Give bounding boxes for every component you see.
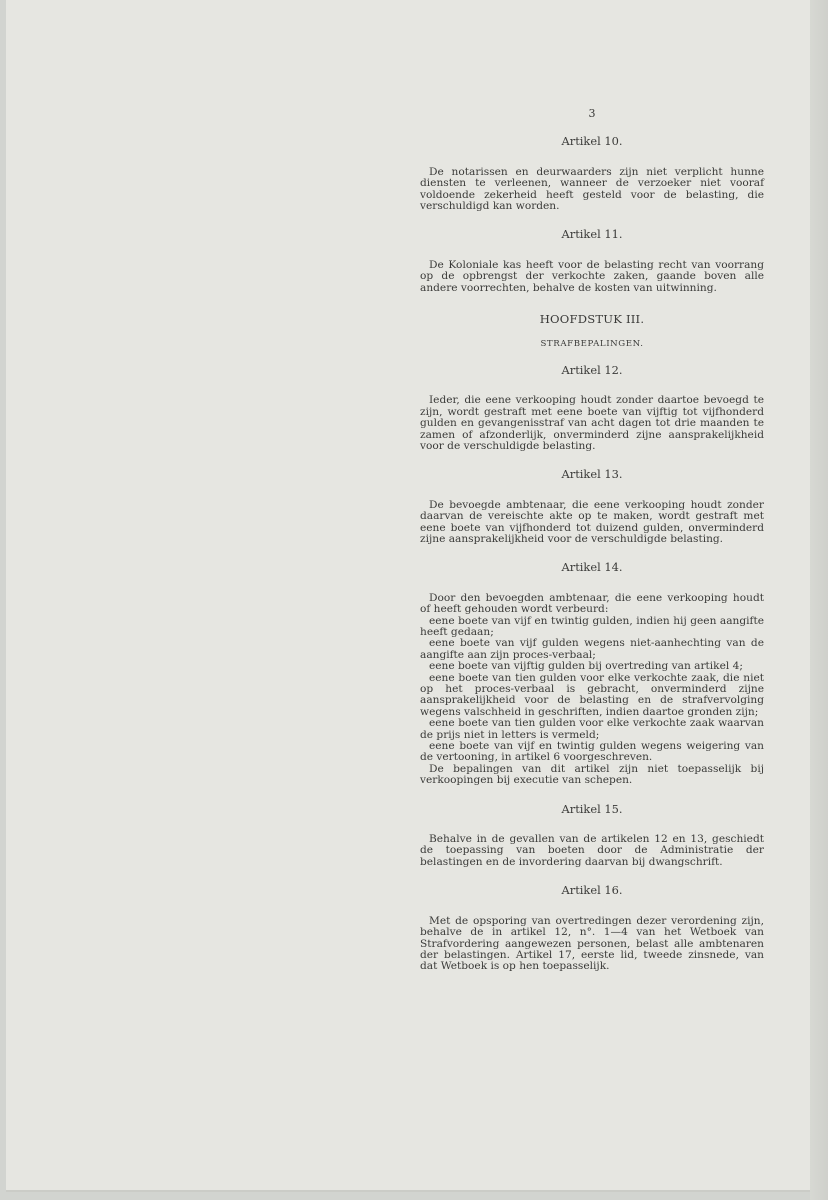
article-paragraph: eene boete van vijf gulden wegens niet-aanhechting van de aangifte aan zijn proces-verbaal;: [420, 637, 764, 661]
article-paragraph: De Koloniale kas heeft voor de belasting recht van voorrang op de opbrengst der verkochte zaken, gaande boven alle andere voorrechten, behalve de kosten van uitwinning.: [420, 258, 764, 294]
page-edge: [810, 0, 828, 1200]
article-15: [420, 801, 764, 869]
article-paragraph: eene boete van vijf en twintig gulden wegens weigering van de vertooning, in artikel 6 voorgeschreven.: [420, 740, 764, 764]
article-paragraph: Door den bevoegden ambtenaar, die eene verkooping houdt of heeft gehouden wordt verbeurd:: [420, 591, 764, 616]
document-text: [420, 108, 764, 990]
article-heading: Artikel 13.: [561, 467, 623, 482]
article-16: [420, 885, 764, 972]
article-12: [420, 362, 764, 452]
article-14: [420, 562, 764, 786]
article-paragraph: eene boete van vijf en twintig gulden, indien hij geen aangifte heeft gedaan;: [420, 614, 764, 638]
article-paragraph: De notarissen en deurwaarders zijn niet verplicht hunne diensten te verleenen, wanneer de verzoeker niet vooraf voldoende zekerheid heeft gesteld voor de belasting, die verschuldigd kan worden.: [420, 165, 764, 213]
article-heading: Artikel 12.: [561, 362, 623, 377]
article-paragraph: eene boete van tien gulden voor elke verkochte zaak waarvan de prijs niet in letters is vermeld;: [420, 717, 764, 741]
article-paragraph: Ieder, die eene verkooping houdt zonder daartoe bevoegd te zijn, wordt gestraft met eene boete van vijftig tot vijfhonderd gulden en gevangenisstraf van acht dagen tot drie maanden te zamen of afzonderlijk, onverminderd zijne aansprakelijkheid voor de verschuldigde belasting.: [420, 394, 764, 452]
article-heading: Artikel 14.: [561, 560, 623, 575]
page-number: 3: [588, 107, 596, 120]
article-10: [420, 136, 764, 212]
chapter-title: HOOFDSTUK III.: [539, 312, 645, 327]
article-paragraph: eene boete van tien gulden voor elke verkochte zaak, die niet op het proces-verbaal is gebracht, onverminderd zijne aansprakelijkheid voor de belasting en de strafvervolging wegens valschheid in geschriften, indien daartoe gronden zijn;: [420, 671, 764, 718]
article-11: [420, 229, 764, 294]
article-paragraph: De bevoegde ambtenaar, die eene verkooping houdt zonder daarvan de vereischte akte op te maken, wordt gestraft met eene boete van vijfhonderd tot duizend gulden, onverminderd zijne aansprakelijkheid voor de verschuldigde belasting.: [420, 498, 764, 545]
article-paragraph: Behalve in de gevallen van de artikelen 12 en 13, geschiedt de toepassing van boeten door de Administratie der belastingen en de invordering daarvan bij dwangschrift.: [420, 833, 764, 868]
article-heading: Artikel 16.: [561, 883, 623, 898]
article-paragraph: eene boete van vijftig gulden bij overtreding van artikel 4;: [429, 660, 743, 673]
article-paragraph: De bepalingen van dit artikel zijn niet toepasselijk bij verkoopingen bij executie van schepen.: [420, 762, 764, 787]
article-heading: Artikel 15.: [561, 801, 623, 816]
chapter-subtitle: STRAFBEPALINGEN.: [540, 339, 644, 350]
article-13: [420, 469, 764, 545]
article-heading: Artikel 10.: [561, 134, 623, 149]
article-heading: Artikel 11.: [561, 227, 623, 242]
article-paragraph: Met de opsporing van overtredingen dezer verordening zijn, behalve de in artikel 12, n°. 1—4 van het Wetboek van Strafvordering aangewezen personen, belast alle ambtenaren der belastingen. Artikel 17, eerste lid, tweede zinsnede, van dat Wetboek is op hen toepasselijk.: [420, 914, 764, 973]
